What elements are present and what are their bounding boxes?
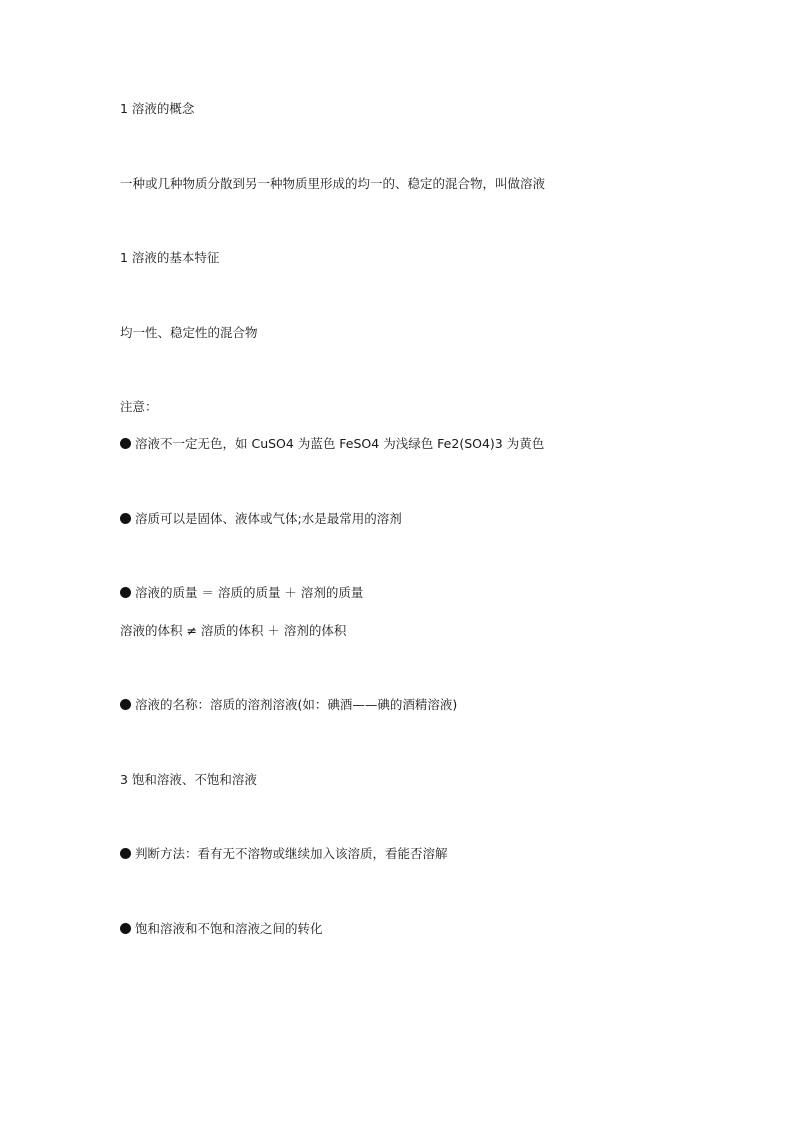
heading-text: 1 溶液的概念	[120, 101, 195, 116]
bullet-item-mass	[120, 585, 363, 601]
bullet-text: 溶液的质量 ＝ 溶质的质量 ＋ 溶剂的质量	[135, 585, 364, 600]
bullet-text: 判断方法：看有无不溶物或继续加入该溶质，看能否溶解	[135, 846, 448, 861]
bullet-item-conversion	[120, 921, 323, 937]
bullet-icon	[120, 587, 131, 598]
bullet-icon	[120, 923, 131, 934]
definition-paragraph	[120, 176, 545, 192]
section-heading-solution-concept	[120, 101, 194, 117]
note-label	[120, 399, 158, 415]
features-paragraph	[120, 325, 258, 341]
definition-text: 一种或几种物质分散到另一种物质里形成的均一的、稳定的混合物，叫做溶液	[120, 176, 546, 191]
section-heading-saturated	[120, 772, 257, 788]
bullet-item-color	[120, 436, 544, 452]
bullet-icon	[120, 699, 131, 710]
bullet-item-naming	[120, 697, 457, 713]
bullet-icon	[120, 848, 131, 859]
bullet-item-solute	[120, 511, 402, 527]
bullet-icon	[120, 438, 131, 449]
bullet-text: 溶液不一定无色，如 CuSO4 为蓝色 FeSO4 为浅绿色 Fe2(SO4)3 为黄色	[135, 436, 545, 451]
bullet-item-judge	[120, 846, 448, 862]
volume-text: 溶液的体积 ≠ 溶质的体积 ＋ 溶剂的体积	[120, 623, 347, 638]
bullet-text: 溶液的名称：溶质的溶剂溶液(如：碘酒——碘的酒精溶液)	[135, 697, 458, 712]
bullet-text: 溶质可以是固体、液体或气体;水是最常用的溶剂	[135, 511, 402, 526]
bullet-icon	[120, 513, 131, 524]
features-text: 均一性、稳定性的混合物	[120, 325, 258, 340]
heading-text: 1 溶液的基本特征	[120, 250, 220, 265]
heading-text: 3 饱和溶液、不饱和溶液	[120, 772, 257, 787]
volume-relation	[120, 623, 346, 639]
note-label-text: 注意：	[120, 399, 158, 414]
bullet-text: 饱和溶液和不饱和溶液之间的转化	[135, 921, 323, 936]
section-heading-basic-features	[120, 250, 219, 266]
